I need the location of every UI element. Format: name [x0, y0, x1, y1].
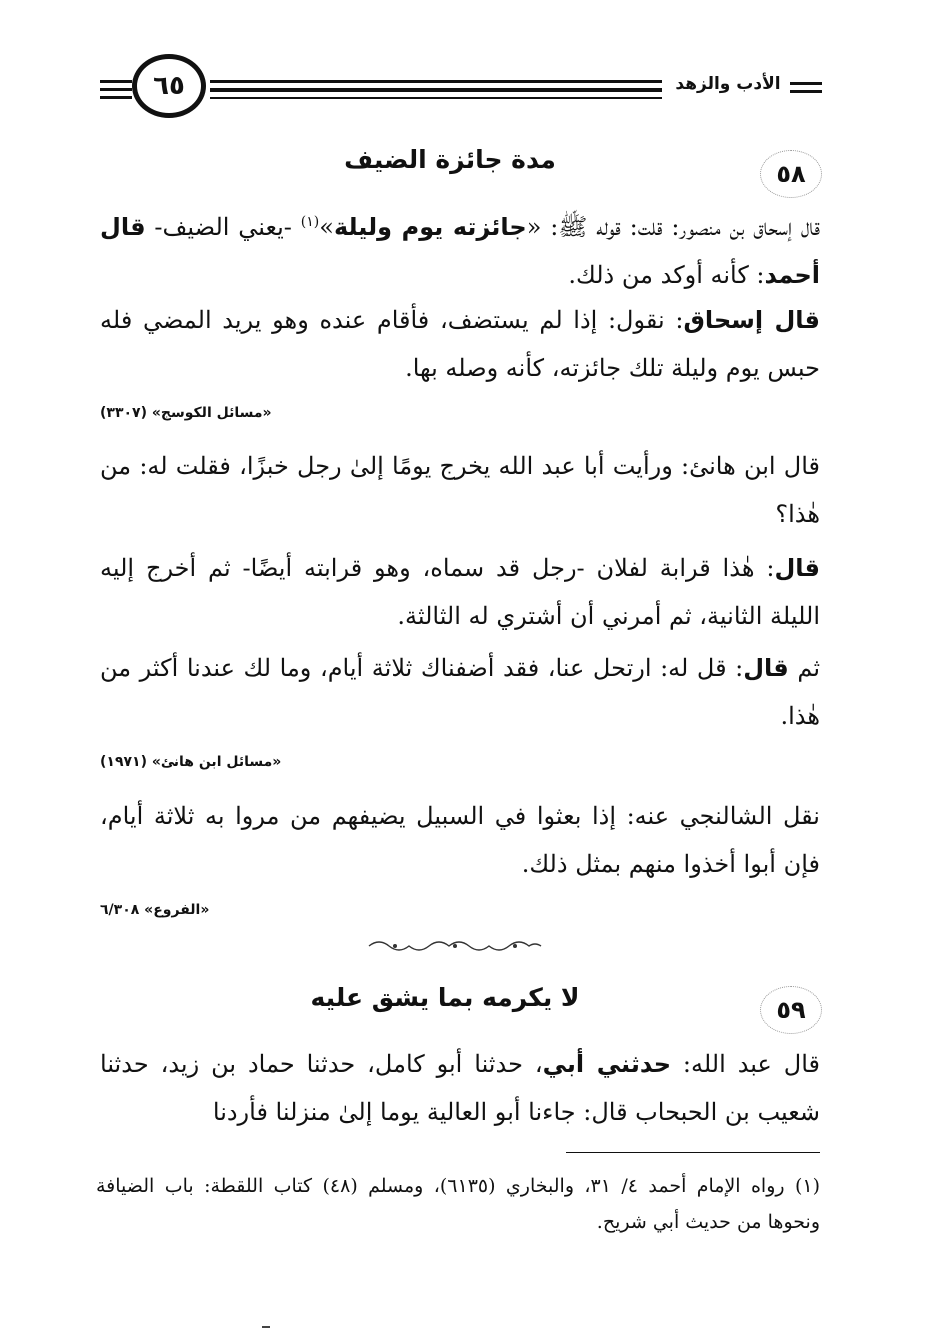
text-run: : نقول: إذا لم يستضف، فأقام عنده وهو يريد المضي فله حبس يوم وليلة تلك جائزته، كأنه وصله بها. [100, 306, 820, 382]
hadith-quote: جائزته يوم وليلة [333, 213, 527, 241]
header-rule [100, 88, 132, 91]
running-title: الأدب والزهد [675, 74, 781, 94]
paragraph [100, 296, 820, 392]
text-run: قال عبد الله: [671, 1050, 820, 1078]
header-rule [210, 88, 662, 92]
section-title: مدة جائزة الضيف [344, 145, 556, 174]
speaker-label: قال إسحاق [683, 306, 821, 334]
text-run: » [319, 213, 334, 241]
scan-mark [262, 1326, 270, 1328]
text-run: : قل له: ارتحل عنا، فقد أضفناك ثلاثة أيام، وما لك عندنا أكثر من هٰذا. [100, 654, 820, 730]
header-rule [210, 80, 662, 83]
text-run: -يعني الضيف- [145, 213, 301, 241]
text-run: ، حدثنا أبو كامل، حدثنا حماد بن زيد، حدثنا شعيب بن الحبحاب قال: جاءنا أبو العالية يوما إلىٰ منزلنا فأردنا [100, 1050, 820, 1126]
footnote-reference: (١) [300, 214, 320, 230]
speaker-label: قال [743, 654, 789, 682]
header-rule [100, 80, 132, 83]
section-number-badge: ٥٩ [760, 986, 822, 1034]
header-rule [790, 82, 822, 85]
section-number-badge: ٥٨ [760, 150, 822, 198]
source-citation: «مسائل الكوسج» (٣٣٠٧) [100, 405, 272, 421]
page-number: ٦٥ [132, 54, 206, 118]
source-citation: «مسائل ابن هانئ» (١٩٧١) [100, 754, 282, 770]
paragraph [100, 198, 820, 299]
paragraph [100, 1040, 820, 1136]
footnote-separator [566, 1152, 820, 1153]
text-run: : كأنه أوكد من ذلك. [568, 261, 765, 289]
header-rule [790, 90, 822, 93]
footnote: (١) رواه الإمام أحمد ٤/ ٣١، والبخاري (٦١٣٥)، ومسلم (٤٨) كتاب اللقطة: باب الضيافة ونحوها من حديث أبي شريح. [96, 1175, 820, 1233]
speaker-label: قال [774, 554, 820, 582]
header-rule [100, 96, 132, 99]
speaker-label: قال أحمد [100, 213, 820, 289]
ornament-divider [365, 938, 545, 954]
section-title: لا يكرمه بما يشق عليه [310, 983, 580, 1012]
paragraph [100, 644, 820, 740]
text-run: ثم [788, 654, 820, 682]
paragraph: نقل الشالنجي عنه: إذا بعثوا في السبيل يضيفهم من مروا به ثلاثة أيام، فإن أبوا أخذوا منهم بمثل ذلك. [100, 802, 820, 878]
speaker-label: حدثني أبي [542, 1050, 671, 1078]
paragraph [100, 544, 820, 640]
text-run: : هٰذا قرابة لفلان -رجل قد سماه، وهو قرابته أيضًا- ثم أخرج إليه الليلة الثانية، ثم أمرني أن أشتري له الثالثة. [100, 554, 820, 630]
source-citation: «الفروع» ٦/٣٠٨ [100, 902, 210, 918]
text-run: قال إسحاق بن منصور: قلت: قوله ﷺ: « [526, 213, 820, 241]
header-rule [210, 97, 662, 99]
paragraph: قال ابن هانئ: ورأيت أبا عبد الله يخرج يومًا إلىٰ رجل خبزًا، فقلت له: من هٰذا؟ [100, 452, 821, 528]
